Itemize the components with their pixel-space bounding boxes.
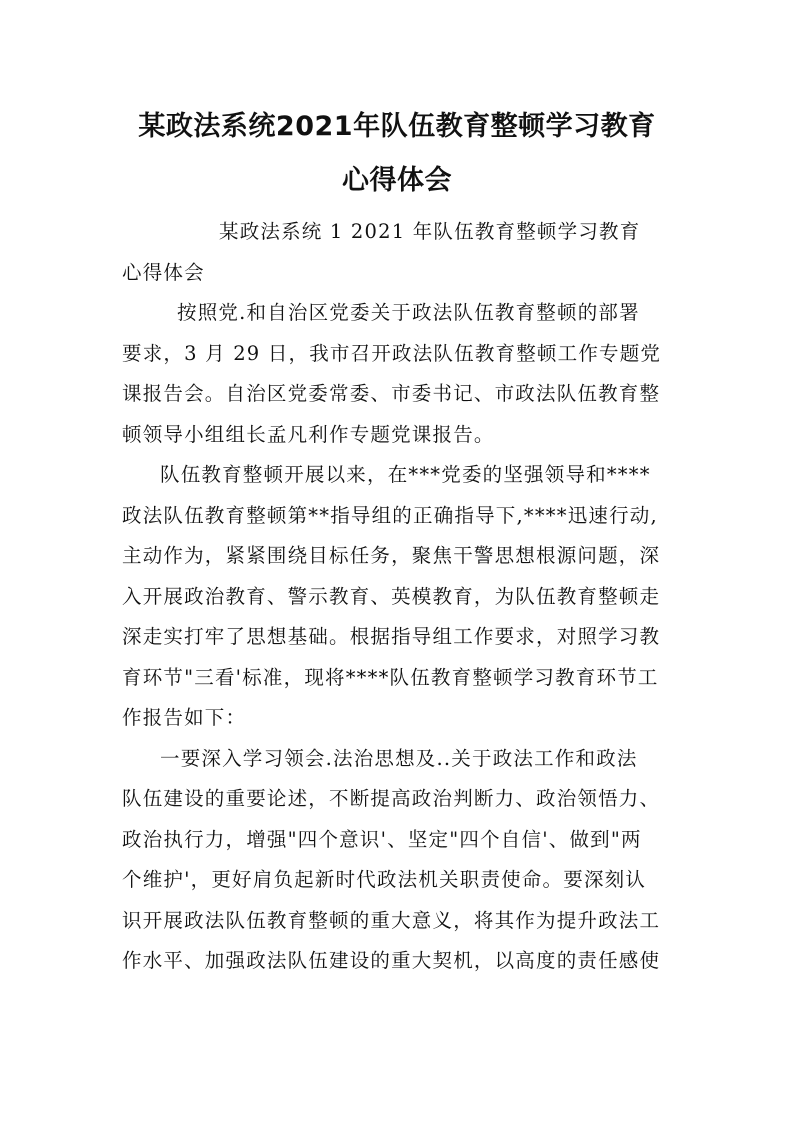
title-line: 心得体会	[342, 165, 452, 196]
paragraph-line: 识开展政法队伍教育整顿的重大意义，将其作为提升政法工	[122, 908, 661, 932]
subtitle-line: 某政法系统 1 2021 年队伍教育整顿学习教育	[219, 220, 641, 243]
paragraph-line: 课报告会。自治区党委常委、市委书记、市政法队伍教育整	[122, 382, 661, 405]
paragraph-1	[122, 293, 678, 455]
paragraph-line: 按照党.和自治区党委关于政法队伍教育整顿的部署	[177, 301, 640, 324]
paragraph-2	[122, 455, 678, 739]
paragraph-line: 队伍教育整顿开展以来，在***党委的坚强领导和****	[160, 463, 651, 486]
document-body	[122, 212, 678, 982]
paragraph-line: 深走实打牢了思想基础。根据指导组工作要求，对照学习教	[122, 625, 661, 648]
paragraph-line: 一要深入学习领会.法治思想及..关于政法工作和政法	[160, 746, 638, 770]
paragraph-line: 队伍建设的重要论述，不断提高政治判断力、政治领悟力、	[122, 787, 661, 810]
paragraph-line: 要求，3 月 29 日，我市召开政法队伍教育整顿工作专题党	[122, 341, 662, 365]
paragraph-line: 政治执行力，增强"四个意识'、坚定"四个自信'、做到"两	[122, 827, 642, 851]
paragraph-line: 个维护'，更好肩负起新时代政法机关职责使命。要深刻认	[122, 868, 647, 891]
subtitle-line: 心得体会	[122, 260, 205, 284]
title-line: 某政法系统2021年队伍教育整顿学习教育	[138, 111, 656, 142]
paragraph-line: 顿领导小组组长孟凡利作专题党课报告。	[122, 422, 495, 446]
paragraph-line: 作水平、加强政法队伍建设的重大契机，以高度的责任感使	[122, 949, 661, 972]
subtitle	[122, 212, 678, 293]
paragraph-line: 作报告如下：	[122, 706, 247, 729]
paragraph-line: 主动作为，紧紧围绕目标任务，聚焦干警思想根源问题，深	[122, 544, 661, 567]
paragraph-line: 入开展政治教育、警示教育、英模教育，为队伍教育整顿走	[122, 584, 661, 608]
paragraph-line: 政法队伍教育整顿第**指导组的正确指导下,****迅速行动,	[122, 503, 658, 527]
paragraph-line: 育环节"三看'标准，现将****队伍教育整顿学习教育环节工	[122, 665, 659, 689]
document-title	[100, 100, 694, 208]
paragraph-3	[122, 739, 678, 982]
